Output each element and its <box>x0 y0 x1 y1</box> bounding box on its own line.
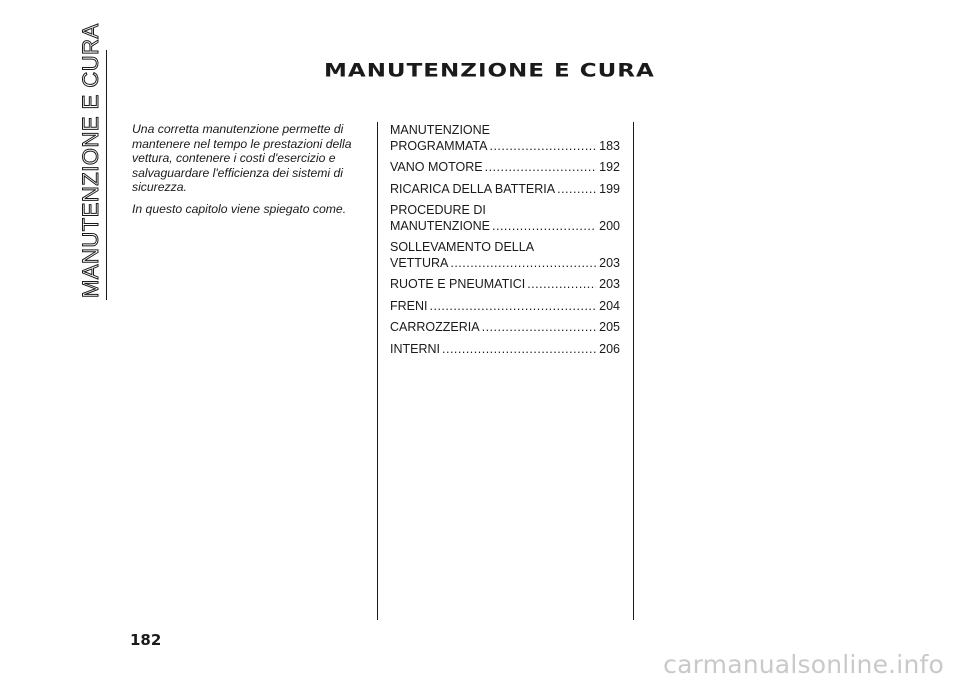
toc-leader-dots <box>527 277 596 293</box>
toc-line <box>390 299 620 315</box>
toc-entry-page: 200 <box>599 218 620 233</box>
toc-leader-dots <box>492 219 596 235</box>
toc-entry[interactable] <box>390 203 620 234</box>
toc-entry-page: 203 <box>599 277 620 291</box>
toc-entry-page: 206 <box>599 341 620 356</box>
toc-entry[interactable] <box>390 277 620 293</box>
toc-entry-label: MANUTENZIONE <box>390 123 490 137</box>
intro-paragraph-2: In questo capitolo viene spiegato come. <box>132 201 347 216</box>
toc-leader-dots <box>485 160 596 176</box>
toc-line <box>390 240 620 256</box>
toc-line <box>390 123 620 139</box>
toc-entry-label: CARROZZERIA <box>390 320 480 334</box>
intro-paragraph-1: Una corretta manutenzione permette di mantenere nel tempo le prestazioni della vettura, contenere i costi d'esercizio e salvaguardare l'efficienza dei sistemi di sicurezza. <box>132 122 352 195</box>
toc-entry-page: 205 <box>599 320 620 334</box>
toc-entry-label: INTERNI <box>390 341 440 356</box>
toc-entry-page: 203 <box>599 255 620 270</box>
toc-entry-label: VANO MOTORE <box>390 160 483 174</box>
toc-line <box>390 203 620 219</box>
side-chapter-title: MANUTENZIONE E CURA <box>78 23 103 298</box>
column-divider-left <box>377 122 378 620</box>
side-divider <box>106 50 107 300</box>
toc-entry-page: 199 <box>599 181 620 196</box>
column-divider-right <box>633 122 634 620</box>
toc-line <box>390 182 620 198</box>
toc-entry-label: PROCEDURE DI <box>390 203 486 217</box>
toc-entry-label: FRENI <box>390 298 428 313</box>
toc-entry-label: MANUTENZIONE <box>390 218 490 233</box>
toc-entry[interactable] <box>390 320 620 336</box>
toc-line <box>390 160 620 176</box>
toc-leader-dots <box>450 256 596 272</box>
toc-entry-label: RUOTE E PNEUMATICI <box>390 277 526 291</box>
toc-line <box>390 219 620 235</box>
toc-entry[interactable] <box>390 123 620 154</box>
toc-line <box>390 320 620 336</box>
table-of-contents <box>390 123 620 363</box>
toc-entry-label: PROGRAMMATA <box>390 138 488 153</box>
toc-leader-dots <box>482 320 596 336</box>
toc-line <box>390 256 620 272</box>
toc-entry-label: SOLLEVAMENTO DELLA <box>390 240 535 254</box>
toc-entry[interactable] <box>390 182 620 198</box>
watermark-text: carmanualsonline.info <box>663 650 944 679</box>
toc-entry[interactable] <box>390 160 620 176</box>
toc-leader-dots <box>430 299 597 315</box>
chapter-title: MANUTENZIONE E CURA <box>324 60 655 82</box>
toc-entry[interactable] <box>390 299 620 315</box>
toc-leader-dots <box>489 139 596 155</box>
toc-line <box>390 277 620 293</box>
toc-line <box>390 139 620 155</box>
toc-entry[interactable] <box>390 342 620 358</box>
toc-line <box>390 342 620 358</box>
toc-entry-page: 183 <box>599 138 620 153</box>
intro-text <box>132 122 354 224</box>
toc-entry[interactable] <box>390 240 620 271</box>
toc-entry-label: RICARICA DELLA BATTERIA <box>390 181 556 196</box>
toc-leader-dots <box>442 342 596 358</box>
page-number: 182 <box>130 631 162 649</box>
toc-entry-page: 204 <box>599 298 620 313</box>
toc-entry-label: VETTURA <box>390 255 449 270</box>
toc-leader-dots <box>557 182 596 198</box>
toc-entry-page: 192 <box>599 160 620 174</box>
